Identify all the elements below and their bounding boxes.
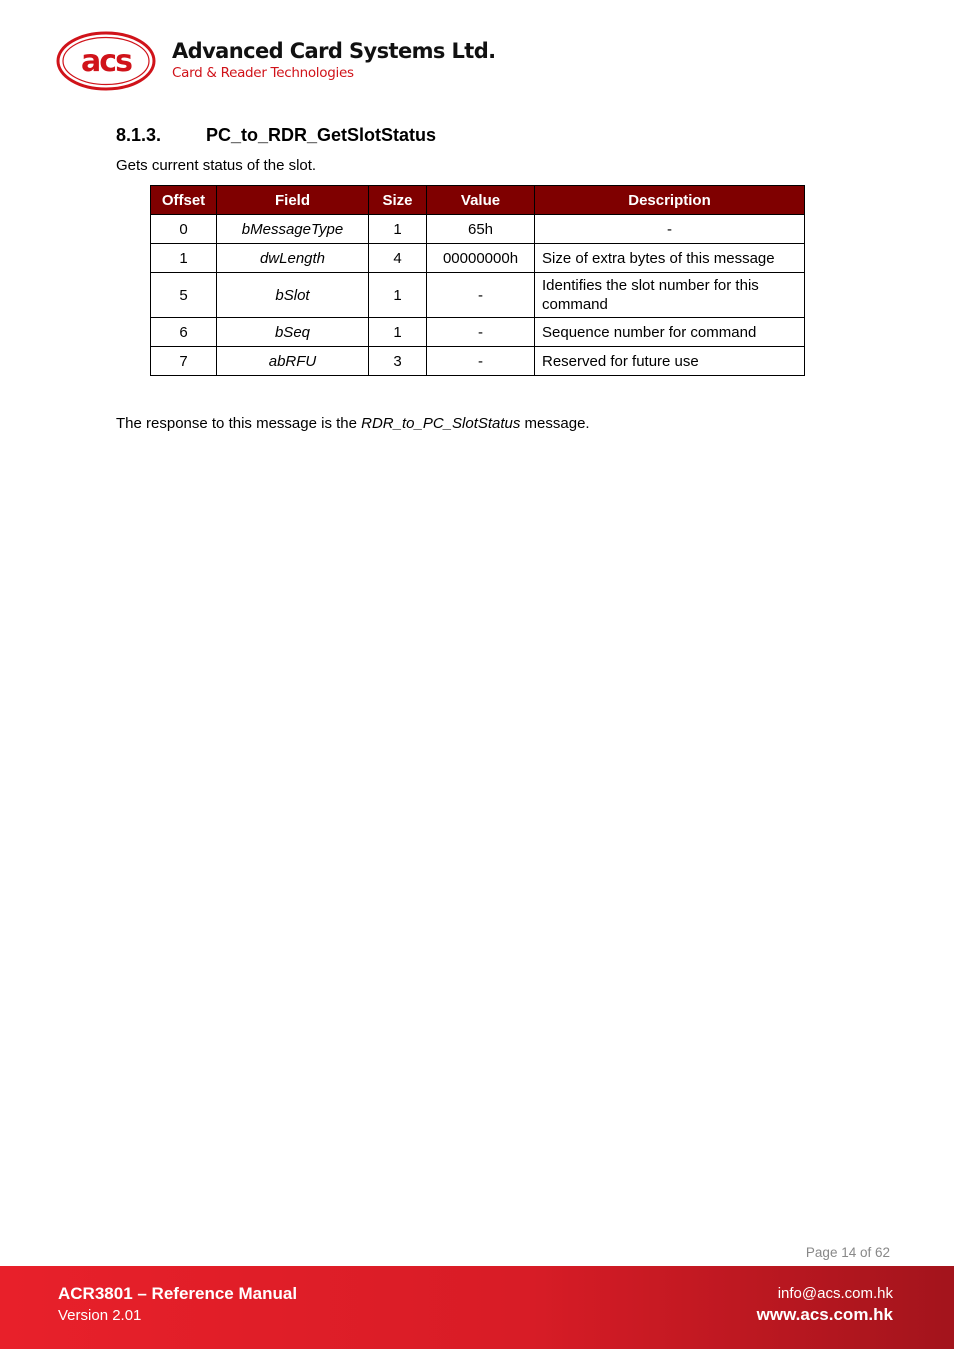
- company-name: Advanced Card Systems Ltd.: [172, 39, 496, 63]
- section-intro: Gets current status of the slot.: [116, 157, 317, 174]
- company-logo: [56, 30, 496, 94]
- cell-value: 00000000h: [427, 244, 535, 273]
- cell-description: Sequence number for command: [535, 318, 805, 347]
- cell-value: 65h: [427, 215, 535, 244]
- cell-value: -: [427, 347, 535, 376]
- table-row: [151, 318, 805, 347]
- cell-description: -: [535, 215, 805, 244]
- cell-size: 4: [369, 244, 427, 273]
- logo-mark-text: acs: [81, 44, 131, 79]
- page-number: Page 14 of 62: [805, 1245, 890, 1260]
- cell-description: Identifies the slot number for this command: [535, 273, 805, 318]
- cell-size: 1: [369, 318, 427, 347]
- footer-version: Version 2.01: [58, 1307, 142, 1324]
- cell-size: 3: [369, 347, 427, 376]
- table-row: [151, 347, 805, 376]
- footer-email-link[interactable]: info@acs.com.hk: [777, 1285, 893, 1302]
- cell-field: bSeq: [217, 318, 369, 347]
- cell-size: 1: [369, 273, 427, 318]
- column-header-value: Value: [427, 186, 535, 215]
- cell-offset: 0: [151, 215, 217, 244]
- response-prefix: The response to this message is the: [116, 415, 362, 432]
- section-title: PC_to_RDR_GetSlotStatus: [206, 125, 437, 145]
- cell-offset: 6: [151, 318, 217, 347]
- footer-document-title: ACR3801 – Reference Manual: [58, 1284, 298, 1303]
- column-header-size: Size: [369, 186, 427, 215]
- company-tagline: Card & Reader Technologies: [172, 65, 354, 81]
- footer-website-link[interactable]: www.acs.com.hk: [756, 1305, 893, 1324]
- cell-size: 1: [369, 215, 427, 244]
- cell-field: bSlot: [217, 273, 369, 318]
- cell-description: Reserved for future use: [535, 347, 805, 376]
- footer-band: [0, 1266, 954, 1349]
- response-note: [116, 415, 590, 432]
- cell-field: abRFU: [217, 347, 369, 376]
- column-header-field: Field: [217, 186, 369, 215]
- table-header-row: [151, 186, 805, 215]
- cell-offset: 5: [151, 273, 217, 318]
- cell-value: -: [427, 318, 535, 347]
- table-row: [151, 215, 805, 244]
- response-message-name: RDR_to_PC_SlotStatus: [361, 415, 521, 432]
- message-structure-table: [150, 185, 805, 376]
- column-header-offset: Offset: [151, 186, 217, 215]
- section-number: 8.1.3.: [116, 125, 162, 145]
- cell-field: dwLength: [217, 244, 369, 273]
- table-row: [151, 244, 805, 273]
- response-suffix: message.: [520, 415, 590, 432]
- cell-value: -: [427, 273, 535, 318]
- acs-logo-icon: [56, 30, 158, 92]
- table-row: [151, 273, 805, 318]
- cell-field: bMessageType: [217, 215, 369, 244]
- column-header-description: Description: [535, 186, 805, 215]
- cell-offset: 1: [151, 244, 217, 273]
- section-heading: [116, 125, 436, 146]
- cell-offset: 7: [151, 347, 217, 376]
- cell-description: Size of extra bytes of this message: [535, 244, 805, 273]
